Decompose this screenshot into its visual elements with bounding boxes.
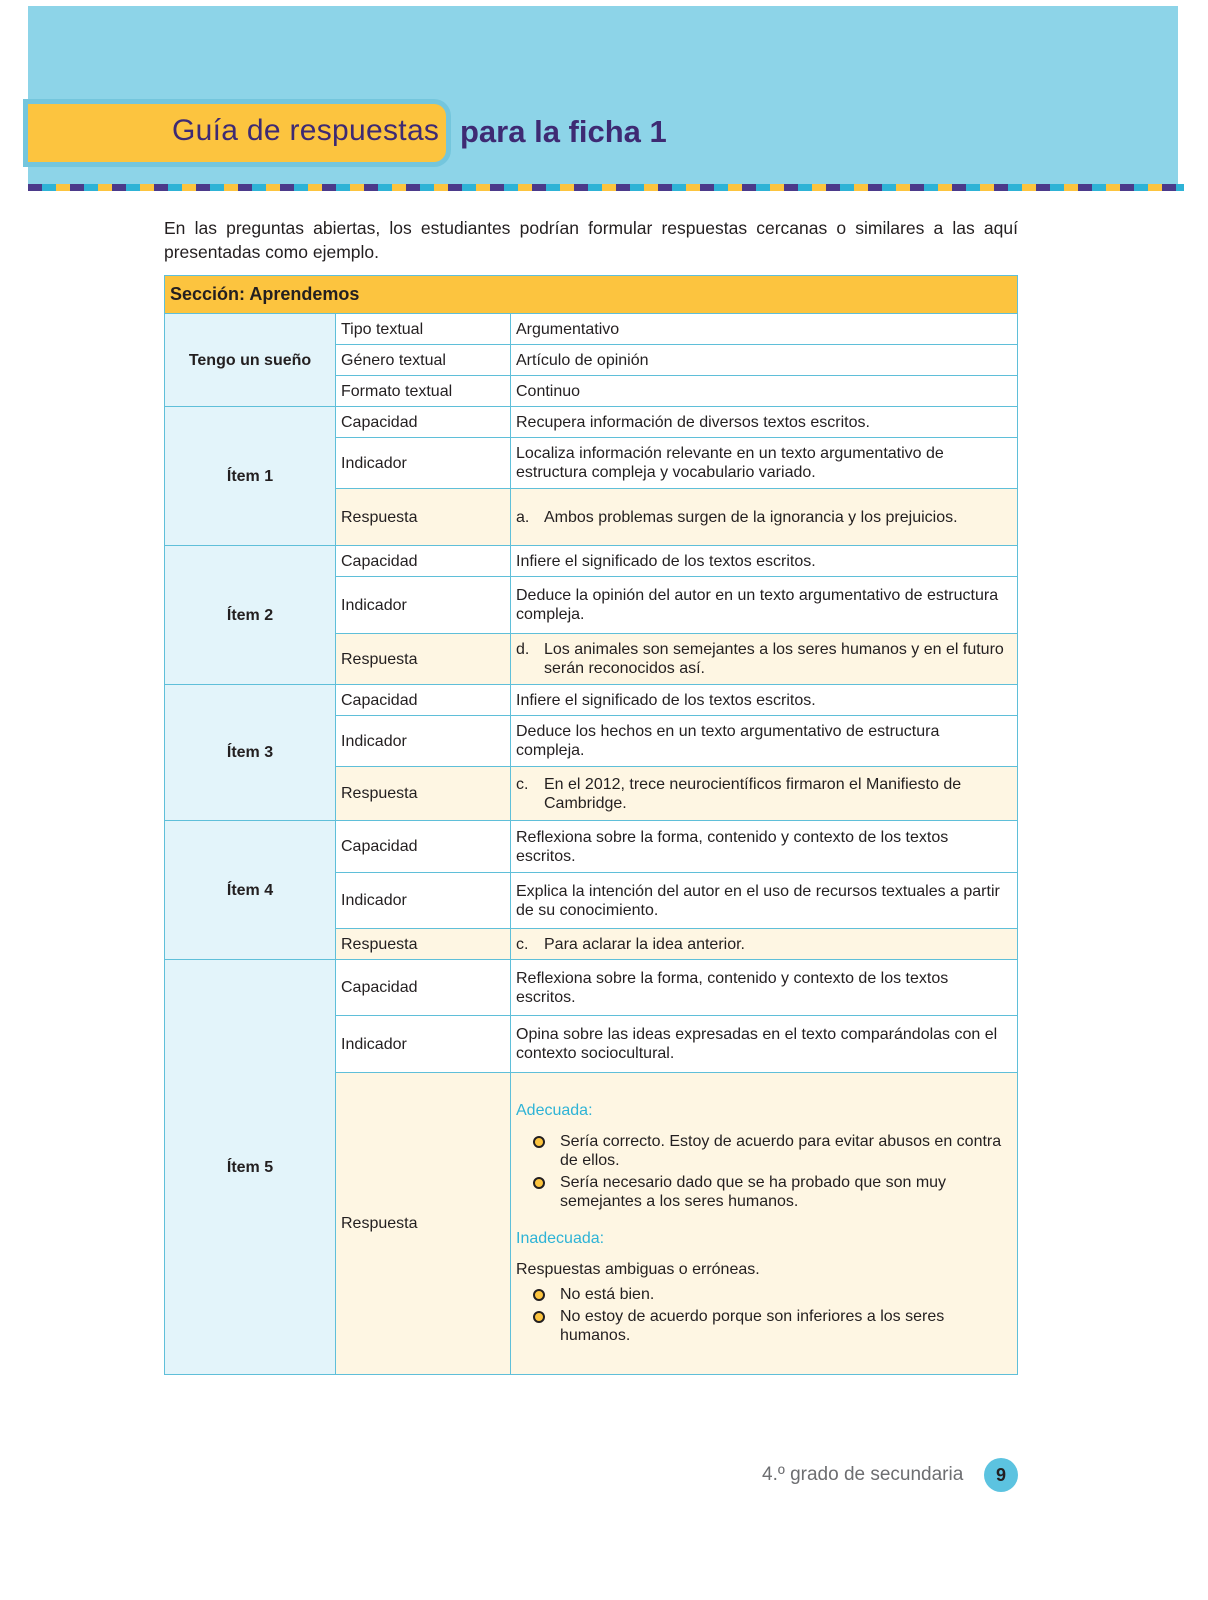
title-part2: para la ficha 1: [460, 114, 667, 149]
item-label: Ítem 4: [165, 821, 336, 960]
capacidad-value: Reflexiona sobre la forma, contenido y contexto de los textos escritos.: [511, 821, 1018, 873]
item-label: Ítem 2: [165, 546, 336, 685]
capacidad-label: Capacidad: [336, 960, 511, 1016]
attr-value: Argumentativo: [511, 314, 1018, 345]
capacidad-label: Capacidad: [336, 407, 511, 438]
capacidad-label: Capacidad: [336, 685, 511, 716]
answer-text: Ambos problemas surgen de la ignorancia y los prejuicios.: [544, 508, 958, 526]
answer-letter: a.: [516, 508, 530, 526]
section-header: Sección: Aprendemos: [165, 276, 1018, 314]
indicador-value: Deduce los hechos en un texto argumentativo de estructura compleja.: [511, 716, 1018, 767]
respuesta-label: Respuesta: [336, 634, 511, 685]
capacidad-value: Recupera información de diversos textos escritos.: [511, 407, 1018, 438]
respuesta-value: [511, 929, 1018, 960]
indicador-label: Indicador: [336, 1016, 511, 1073]
indicador-value: Explica la intención del autor en el uso de recursos textuales a partir de su conocimiento.: [511, 873, 1018, 929]
respuesta-label: Respuesta: [336, 489, 511, 546]
list-item: Sería correcto. Estoy de acuerdo para evitar abusos en contra de ellos.: [532, 1132, 1012, 1170]
capacidad-value: Reflexiona sobre la forma, contenido y contexto de los textos escritos.: [511, 960, 1018, 1016]
capacidad-label: Capacidad: [336, 546, 511, 577]
attr-value: Continuo: [511, 376, 1018, 407]
respuesta-value: [511, 1073, 1018, 1375]
attr-label: Género textual: [336, 345, 511, 376]
item-label: Ítem 5: [165, 960, 336, 1375]
page-number: 9: [984, 1458, 1018, 1492]
inadecuada-heading: Inadecuada:: [516, 1229, 605, 1247]
adecuada-list: [516, 1132, 1012, 1211]
respuesta-value: [511, 634, 1018, 685]
indicador-label: Indicador: [336, 438, 511, 489]
respuesta-label: Respuesta: [336, 767, 511, 821]
capacidad-value: Infiere el significado de los textos escritos.: [511, 685, 1018, 716]
respuesta-label: Respuesta: [336, 1073, 511, 1375]
attr-label: Formato textual: [336, 376, 511, 407]
attr-value: Artículo de opinión: [511, 345, 1018, 376]
attr-label: Tipo textual: [336, 314, 511, 345]
answer-text: Para aclarar la idea anterior.: [544, 935, 745, 953]
indicador-value: Opina sobre las ideas expresadas en el texto comparándolas con el contexto sociocultural.: [511, 1016, 1018, 1073]
inadecuada-intro: Respuestas ambiguas o erróneas.: [516, 1260, 760, 1278]
answer-letter: c.: [516, 775, 529, 793]
respuesta-value: [511, 767, 1018, 821]
title-part1: Guía de respuestas: [172, 114, 440, 147]
decorative-dash-strip: [28, 184, 1184, 191]
answer-text: Los animales son semejantes a los seres humanos y en el futuro serán reconocidos así.: [544, 641, 1004, 677]
answer-letter: d.: [516, 641, 530, 658]
indicador-value: Localiza información relevante en un texto argumentativo de estructura compleja y vocabulario variado.: [511, 438, 1018, 489]
item-label: Ítem 3: [165, 685, 336, 821]
list-item: No está bien.: [532, 1285, 1012, 1304]
inadecuada-list: [516, 1285, 1012, 1345]
list-item: No estoy de acuerdo porque son inferiores a los seres humanos.: [532, 1307, 1012, 1345]
indicador-label: Indicador: [336, 716, 511, 767]
answer-letter: c.: [516, 935, 529, 953]
intro-paragraph: En las preguntas abiertas, los estudiantes podrían formular respuestas cercanas o similares a las aquí presentadas como ejemplo.: [164, 218, 1018, 262]
answer-text: En el 2012, trece neurocientíficos firmaron el Manifiesto de Cambridge.: [544, 775, 962, 812]
respuesta-value: [511, 489, 1018, 546]
adecuada-heading: Adecuada:: [516, 1101, 593, 1119]
text-title: Tengo un sueño: [165, 314, 336, 407]
indicador-label: Indicador: [336, 873, 511, 929]
item-label: Ítem 1: [165, 407, 336, 546]
indicador-label: Indicador: [336, 577, 511, 634]
capacidad-label: Capacidad: [336, 821, 511, 873]
answer-guide-table: [164, 275, 1018, 1375]
respuesta-label: Respuesta: [336, 929, 511, 960]
grade-label: 4.º grado de secundaria: [762, 1464, 964, 1485]
title-tab: [28, 104, 446, 162]
indicador-value: Deduce la opinión del autor en un texto argumentativo de estructura compleja.: [511, 577, 1018, 634]
list-item: Sería necesario dado que se ha probado que son muy semejantes a los seres humanos.: [532, 1173, 1012, 1211]
capacidad-value: Infiere el significado de los textos escritos.: [511, 546, 1018, 577]
